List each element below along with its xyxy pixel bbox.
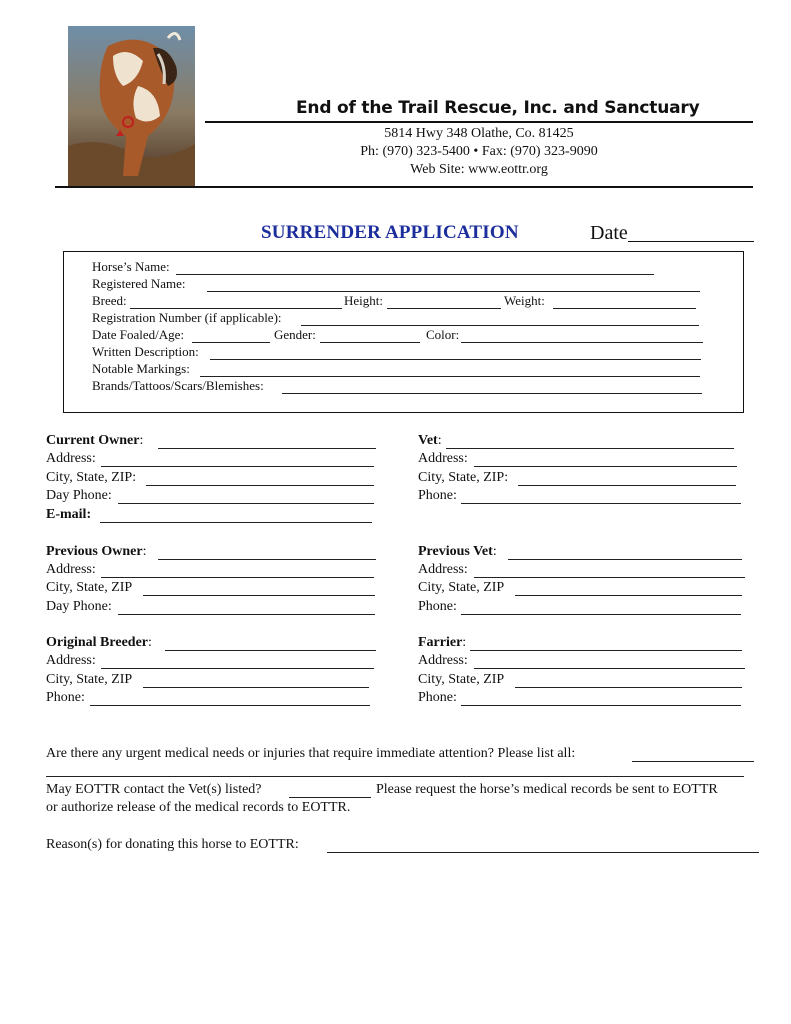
medical-needs-question: Are there any urgent medical needs or injuries that require immediate attention? Please list all:: [46, 746, 576, 761]
previous-owner-label: Previous Owner:: [46, 544, 147, 559]
current-owner-label: Current Owner:: [46, 433, 144, 448]
written-description-field[interactable]: [210, 359, 701, 360]
color-label: Color:: [426, 327, 460, 342]
vet-phone-field[interactable]: [461, 503, 741, 504]
medical-needs-field-line-2[interactable]: [46, 776, 744, 777]
current-owner-address-label: Address:: [46, 451, 96, 466]
farrier-field[interactable]: [470, 650, 742, 651]
header-bottom-divider: [55, 186, 753, 188]
previous-vet-address-field[interactable]: [474, 577, 745, 578]
weight-label: Weight:: [504, 293, 545, 308]
vet-city-label: City, State, ZIP:: [418, 470, 509, 485]
original-breeder-address-field[interactable]: [101, 668, 374, 669]
farrier-address-label: Address:: [418, 653, 468, 668]
previous-vet-label: Previous Vet:: [418, 544, 497, 559]
previous-owner-address-field[interactable]: [101, 577, 374, 578]
date-foaled-label: Date Foaled/Age:: [92, 327, 185, 342]
previous-vet-field[interactable]: [508, 559, 742, 560]
painted-horse-image: [68, 26, 195, 186]
registered-name-field[interactable]: [207, 291, 700, 292]
current-owner-email-field[interactable]: [100, 522, 372, 523]
header-divider: [205, 121, 753, 123]
current-owner-phone-field[interactable]: [118, 503, 374, 504]
medical-records-release: or authorize release of the medical records to EOTTR.: [46, 800, 351, 815]
original-breeder-phone-label: Phone:: [46, 690, 85, 705]
previous-vet-phone-field[interactable]: [461, 614, 741, 615]
farrier-phone-field[interactable]: [461, 705, 741, 706]
height-label: Height:: [344, 293, 383, 308]
original-breeder-city-label: City, State, ZIP: [46, 672, 133, 687]
vet-label: Vet:: [418, 433, 442, 448]
current-owner-address-field[interactable]: [101, 466, 374, 467]
medical-records-request: Please request the horse’s medical records be sent to EOTTR: [376, 782, 718, 797]
organization-address: 5814 Hwy 348 Olathe, Co. 81425: [384, 126, 574, 141]
farrier-phone-label: Phone:: [418, 690, 457, 705]
farrier-label: Farrier:: [418, 635, 467, 650]
original-breeder-field[interactable]: [165, 650, 376, 651]
organization-name: End of the Trail Rescue, Inc. and Sanctuary: [296, 98, 700, 118]
contact-vet-field[interactable]: [289, 797, 371, 798]
registration-number-label: Registration Number (if applicable):: [92, 310, 282, 325]
previous-vet-city-field[interactable]: [515, 595, 742, 596]
height-field[interactable]: [387, 308, 501, 309]
brands-label: Brands/Tattoos/Scars/Blemishes:: [92, 378, 264, 393]
farrier-address-field[interactable]: [474, 668, 745, 669]
color-field[interactable]: [461, 342, 703, 343]
date-field[interactable]: [628, 241, 754, 242]
previous-owner-field[interactable]: [158, 559, 376, 560]
weight-field[interactable]: [553, 308, 696, 309]
previous-owner-phone-label: Day Phone:: [46, 599, 112, 614]
donation-reason-field[interactable]: [327, 852, 759, 853]
horse-name-label: Horse’s Name:: [92, 259, 170, 274]
organization-phone-fax: Ph: (970) 323-5400 • Fax: (970) 323-9090: [360, 144, 598, 159]
previous-owner-city-field[interactable]: [143, 595, 375, 596]
vet-address-field[interactable]: [474, 466, 737, 467]
original-breeder-city-field[interactable]: [143, 687, 369, 688]
previous-owner-city-label: City, State, ZIP: [46, 580, 133, 595]
registration-number-field[interactable]: [301, 325, 699, 326]
vet-field[interactable]: [446, 448, 734, 449]
current-owner-phone-label: Day Phone:: [46, 488, 112, 503]
date-label: Date: [590, 222, 628, 244]
vet-address-label: Address:: [418, 451, 468, 466]
donation-reason-label: Reason(s) for donating this horse to EOTTR:: [46, 837, 299, 852]
notable-markings-label: Notable Markings:: [92, 361, 190, 376]
notable-markings-field[interactable]: [200, 376, 700, 377]
horse-info-box: [63, 251, 744, 413]
form-title: SURRENDER APPLICATION: [261, 222, 519, 243]
current-owner-city-field[interactable]: [146, 485, 374, 486]
original-breeder-address-label: Address:: [46, 653, 96, 668]
medical-needs-field[interactable]: [632, 761, 754, 762]
previous-vet-address-label: Address:: [418, 562, 468, 577]
current-owner-email-label: E-mail:: [46, 507, 92, 522]
previous-owner-address-label: Address:: [46, 562, 96, 577]
date-foaled-field[interactable]: [192, 342, 270, 343]
farrier-city-field[interactable]: [515, 687, 742, 688]
breed-label: Breed:: [92, 293, 127, 308]
gender-field[interactable]: [320, 342, 420, 343]
registered-name-label: Registered Name:: [92, 276, 186, 291]
written-description-label: Written Description:: [92, 344, 199, 359]
vet-phone-label: Phone:: [418, 488, 457, 503]
previous-owner-phone-field[interactable]: [118, 614, 375, 615]
vet-city-field[interactable]: [518, 485, 736, 486]
current-owner-city-label: City, State, ZIP:: [46, 470, 137, 485]
original-breeder-label: Original Breeder:: [46, 635, 152, 650]
farrier-city-label: City, State, ZIP: [418, 672, 505, 687]
breed-field[interactable]: [130, 308, 342, 309]
brands-field[interactable]: [282, 393, 702, 394]
horse-name-field[interactable]: [176, 274, 654, 275]
previous-vet-phone-label: Phone:: [418, 599, 457, 614]
contact-vet-question: May EOTTR contact the Vet(s) listed?: [46, 782, 262, 797]
organization-website: Web Site: www.eottr.org: [410, 162, 548, 177]
original-breeder-phone-field[interactable]: [90, 705, 370, 706]
previous-vet-city-label: City, State, ZIP: [418, 580, 505, 595]
gender-label: Gender:: [274, 327, 316, 342]
current-owner-field[interactable]: [158, 448, 376, 449]
